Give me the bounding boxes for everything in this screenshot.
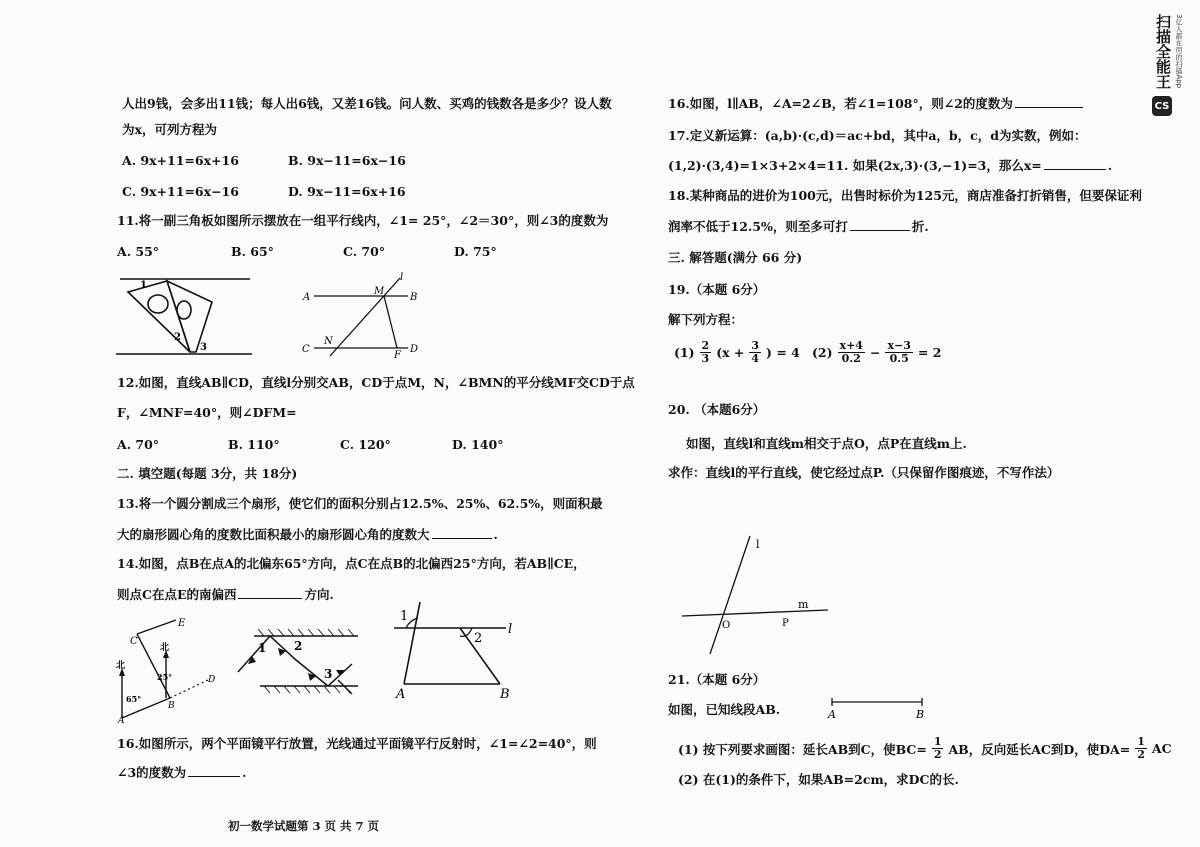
q15-label-2: 2: [294, 639, 303, 653]
q20-title: 20. （本题6分）: [668, 402, 766, 417]
q16-label-2: 2: [474, 631, 483, 646]
q15-label-1: 1: [258, 641, 267, 655]
q21-line1: 如图，已知线段AB.: [668, 702, 781, 717]
q12-label-n: N: [324, 336, 333, 347]
q14-label-north1: 北: [116, 661, 126, 671]
q12-label-c: C: [302, 344, 310, 355]
q14-label-25: 25°: [157, 672, 173, 682]
q11-label-2: 2: [174, 332, 181, 343]
q12-line1: 12.如图，直线AB∥CD，直线l分别交AB，CD于点M，N，∠BMN的平分线MF交CD于点: [117, 375, 635, 390]
q17-line1: 17.定义新运算：(a,b)·(c,d)＝ac+bd，其中a，b，c，d为实数，例如：: [668, 128, 1087, 143]
q14-label-d: D: [208, 675, 216, 685]
scanner-logo-subtitle: 3亿人都在用的扫描App: [1175, 14, 1183, 89]
q20-line1: 如图，直线l和直线m相交于点O，点P在直线m上.: [686, 436, 967, 451]
q20-intersecting-lines-figure: [676, 530, 836, 660]
page-footer: 初一数学试题第 3 页 共 7 页: [228, 819, 380, 833]
q11-triangle-figure: [112, 272, 257, 360]
q19-title: 19.（本题 6分）: [668, 282, 766, 297]
q21-segment-figure: [820, 692, 940, 722]
q14-label-65: 65°: [126, 694, 142, 704]
q15-line2: ∠3的度数为 .: [117, 765, 247, 780]
q16-label-1: 1: [400, 609, 409, 624]
scanner-logo-text: 扫描全能王: [1154, 14, 1172, 89]
q18-line1: 18.某种商品的进价为100元，出售时标价为125元，商店准备打折销售，但要保证利: [668, 188, 1142, 203]
q20-label-m: m: [798, 598, 809, 611]
section-2-heading: 二. 填空题(每题 3分，共 18分): [117, 466, 298, 481]
q17-blank[interactable]: [1044, 169, 1106, 170]
q10-continued-line2: 为x，可列方程为: [122, 122, 217, 137]
q16-label-a: A: [396, 687, 406, 702]
q15-mirror-figure: [234, 626, 364, 696]
q21-task-2: (2) 在(1)的条件下，如果AB=2cm，求DC的长.: [678, 772, 959, 787]
q20-label-l: l: [756, 538, 760, 551]
q19-equation-2: (2) $\frac{x+4}{0.2}$ − $\frac{x-3}{0.5}$ = 2: [812, 339, 942, 365]
q12-label-f: F: [394, 350, 401, 358]
q12-label-m: M: [374, 286, 385, 297]
q13-line1: 13.将一个圆分割成三个扇形，使它们的面积分别占12.5%、25%、62.5%，则面积最: [117, 496, 603, 511]
q14-blank[interactable]: [238, 598, 302, 599]
q11-label-3: 3: [200, 342, 207, 353]
q14-bearing-figure: [112, 614, 222, 724]
q12-option-c: C. 120°: [340, 437, 391, 452]
q15-label-3: 3: [324, 667, 333, 681]
q18-line2: 润率不低于12.5%，则至多可打 折.: [668, 219, 929, 234]
q13-line2: 大的扇形圆心角的度数比面积最小的扇形圆心角的度数大 .: [117, 527, 498, 542]
q12-label-b: B: [410, 292, 418, 303]
q16-blank[interactable]: [1015, 107, 1083, 108]
q19-subtitle: 解下列方程：: [668, 312, 744, 327]
q14-label-c: C: [130, 636, 138, 647]
q11-option-b: B. 65°: [231, 244, 274, 259]
q14-line2: 则点C在点E的南偏西 方向.: [117, 587, 334, 602]
q14-label-e: E: [178, 618, 186, 629]
q17-line2: (1,2)·(3,4)=1×3+2×4=11. 如果(2x,3)·(3,−1)=3，那么x= .: [668, 158, 1113, 173]
q12-label-d: D: [410, 344, 419, 355]
q20-line2: 求作：直线l的平行直线，使它经过点P.（只保留作图痕迹，不写作法）: [668, 465, 1060, 480]
q12-option-a: A. 70°: [117, 437, 160, 452]
q21-label-a: A: [828, 708, 836, 721]
q21-label-b: B: [916, 708, 925, 721]
q10-option-b: B. 9x−11=6x−16: [288, 153, 406, 168]
q16-label-b: B: [500, 687, 510, 702]
q11-option-c: C. 70°: [343, 244, 386, 259]
section-3-heading: 三. 解答题(满分 66 分): [668, 250, 803, 265]
q16-text: 16.如图，l∥AB，∠A=2∠B，若∠1=108°，则∠2的度数为: [668, 96, 1083, 112]
q12-option-b: B. 110°: [228, 437, 280, 452]
q12-label-a: A: [303, 292, 311, 303]
q12-option-d: D. 140°: [452, 437, 504, 452]
q10-option-c: C. 9x+11=6x−16: [122, 184, 239, 199]
q16-trapezoid-figure: [392, 600, 522, 702]
q11-label-1: 1: [140, 280, 147, 291]
q14-label-north2: 北: [160, 643, 170, 653]
q11-text: 11.将一副三角板如图所示摆放在一组平行线内，∠1= 25°，∠2＝30°，则∠3的度数为: [117, 213, 609, 228]
q12-label-l: l: [400, 272, 404, 283]
q21-title: 21.（本题 6分）: [668, 672, 766, 687]
q13-blank[interactable]: [432, 538, 492, 539]
q11-option-d: D. 75°: [454, 244, 497, 259]
q12-line2: F，∠MNF=40°，则∠DFM=: [117, 405, 297, 420]
q14-label-b: B: [168, 701, 175, 711]
q19-equation-1: (1) $\frac{2}{3}$ (x + $\frac{3}{4}$ ) = 4: [674, 339, 800, 365]
q11-option-a: A. 55°: [117, 244, 160, 259]
q14-line1: 14.如图，点B在点A的北偏东65°方向，点C在点B的北偏西25°方向，若AB∥CE，: [117, 556, 586, 571]
q20-label-o: O: [722, 620, 731, 631]
q12-parallel-lines-figure: [300, 268, 430, 358]
q20-label-p: P: [782, 618, 789, 629]
q15-blank[interactable]: [188, 776, 240, 777]
q10-option-a: A. 9x+11=6x+16: [122, 153, 239, 168]
scanner-logo-badge: CS: [1152, 96, 1172, 116]
q10-option-d: D. 9x−11=6x+16: [288, 184, 406, 199]
q10-continued-line1: 人出9钱，会多出11钱；每人出6钱，又差16钱。问人数、买鸡的钱数各是多少？设人数: [122, 96, 612, 111]
q18-blank[interactable]: [850, 230, 910, 231]
q16-label-l: l: [508, 622, 513, 637]
q21-task-1: (1) 按下列要求画图：延长AB到C，使BC= $\frac{1}{2}$ AB，反向延长AC到D，使DA= $\frac{1}{2}$ AC: [678, 735, 1172, 761]
q15-line1: 16.如图所示，两个平面镜平行放置，光线通过平面镜平行反射时，∠1=∠2=40°，则: [117, 736, 597, 751]
q14-label-a: A: [118, 716, 125, 724]
